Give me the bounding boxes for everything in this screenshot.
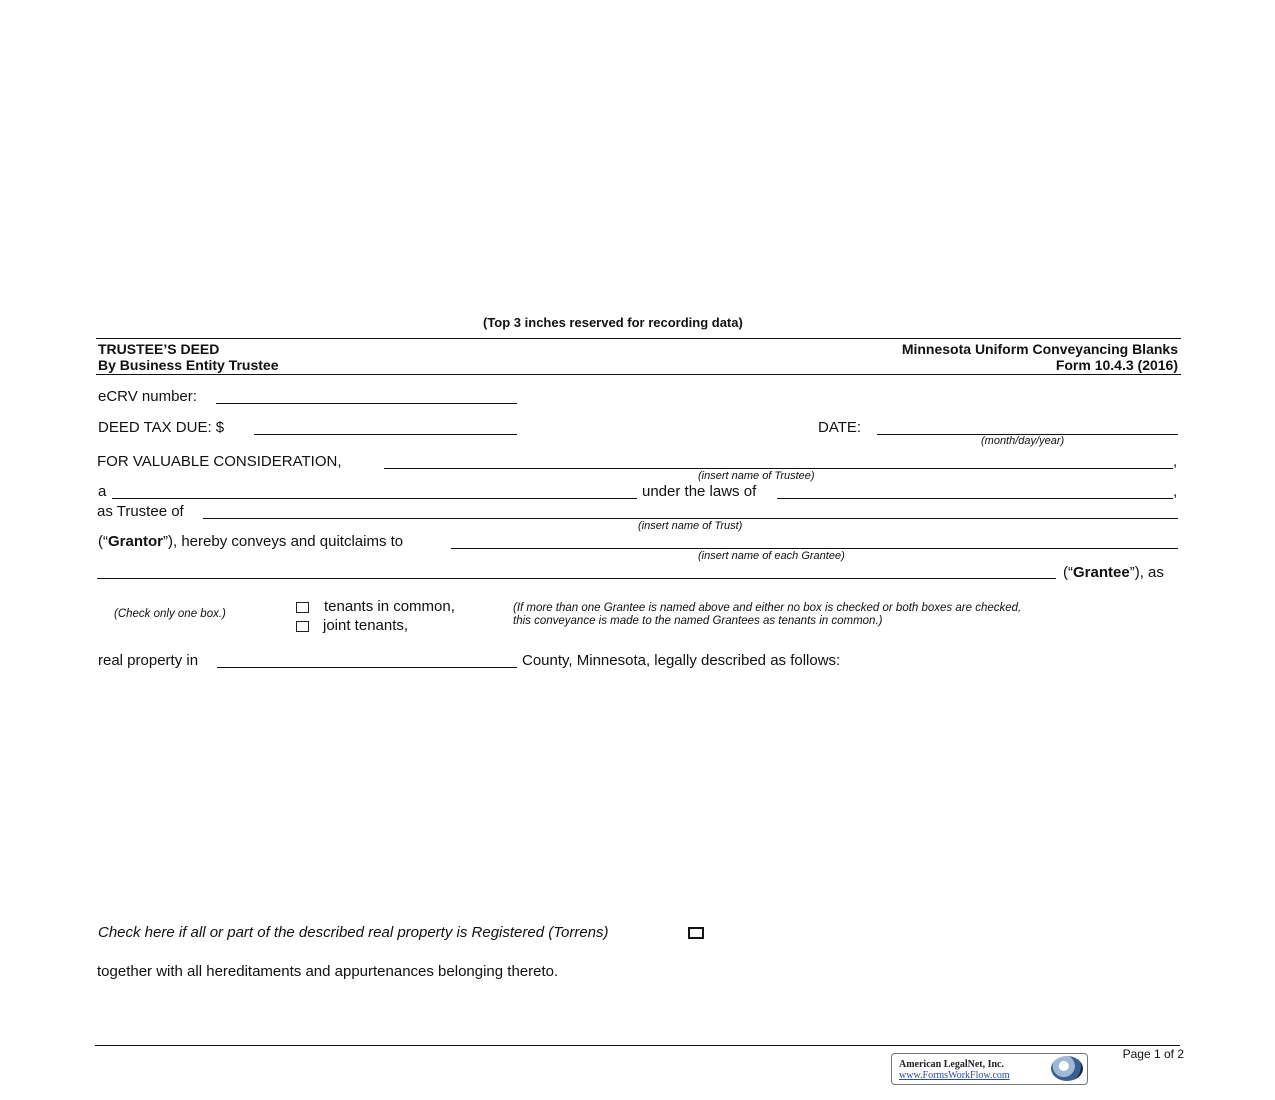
torrens-text: Check here if all or part of the described real property is Registered (Torrens) [98, 924, 609, 941]
grantee-clause [1063, 564, 1164, 581]
ecrv-input[interactable] [216, 403, 517, 404]
grantee-word: Grantee [1073, 564, 1130, 581]
joint-tenants-label: joint tenants, [323, 617, 409, 634]
grantee-close: ”), as [1129, 564, 1164, 581]
header-top-rule [96, 338, 1181, 339]
hereditaments-text: together with all hereditaments and appurtenances belonging thereto. [97, 963, 559, 980]
grantee-open: (“ [1063, 564, 1073, 581]
header-bottom-rule [96, 374, 1181, 375]
form-number: Form 10.4.3 (2016) [1055, 357, 1178, 373]
county-input[interactable] [217, 667, 517, 668]
trustee-name-hint: (insert name of Trustee) [698, 470, 815, 482]
grantor-open: (“ [98, 533, 108, 550]
logo-url[interactable]: www.FormsWorkFlow.com [899, 1070, 1010, 1081]
entity-type-input[interactable] [112, 498, 637, 499]
joint-tenants-checkbox[interactable] [296, 621, 309, 632]
grantor-word: Grantor [108, 533, 164, 550]
deed-tax-label: DEED TAX DUE: $ [98, 419, 225, 436]
footer-rule [95, 1045, 1180, 1046]
check-one-note: (Check only one box.) [114, 608, 226, 620]
grantee-name-input[interactable] [451, 548, 1178, 549]
consideration-text: FOR VALUABLE CONSIDERATION, [97, 453, 342, 470]
deed-subtitle: By Business Entity Trustee [98, 357, 279, 373]
recording-note: (Top 3 inches reserved for recording data) [483, 315, 743, 330]
a-text: a [98, 483, 107, 500]
trust-name-input[interactable] [203, 518, 1178, 519]
tenancy-explanation-1: (If more than one Grantee is named above and either no box is checked or both boxes are checked, [513, 602, 1022, 614]
grantor-clause [98, 533, 403, 550]
tenancy-explanation-2: this conveyance is made to the named Grantees as tenants in common.) [513, 615, 883, 627]
deed-title: TRUSTEE’S DEED [98, 341, 220, 357]
grantee-continuation-input[interactable] [97, 578, 1056, 579]
under-laws-text: under the laws of [642, 483, 757, 500]
ecrv-label: eCRV number: [98, 388, 197, 405]
page-number: Page 1 of 2 [1122, 1047, 1184, 1061]
logo-name: American LegalNet, Inc. [899, 1059, 1004, 1070]
torrens-checkbox[interactable] [688, 927, 704, 939]
globe-icon [1051, 1056, 1083, 1081]
tenants-in-common-checkbox[interactable] [296, 602, 309, 613]
jurisdiction-input[interactable] [777, 498, 1173, 499]
legal-description-area[interactable] [97, 680, 1177, 910]
real-property-text: real property in [98, 652, 199, 669]
trust-name-hint: (insert name of Trust) [638, 520, 743, 532]
deed-tax-input[interactable] [254, 434, 517, 435]
jurisdiction-comma: , [1173, 483, 1178, 500]
form-series: Minnesota Uniform Conveyancing Blanks [901, 341, 1178, 357]
tenants-in-common-label: tenants in common, [324, 598, 455, 615]
date-label: DATE: [818, 419, 862, 436]
trustee-name-input[interactable] [384, 468, 1173, 469]
date-hint: (month/day/year) [981, 435, 1065, 447]
as-trustee-text: as Trustee of [97, 503, 184, 520]
trustee-comma: , [1173, 453, 1178, 470]
county-text: County, Minnesota, legally described as follows: [522, 652, 841, 669]
grantor-close: ”), hereby conveys and quitclaims to [163, 533, 404, 550]
grantee-name-hint: (insert name of each Grantee) [698, 550, 845, 562]
american-legalnet-logo[interactable] [891, 1053, 1088, 1085]
